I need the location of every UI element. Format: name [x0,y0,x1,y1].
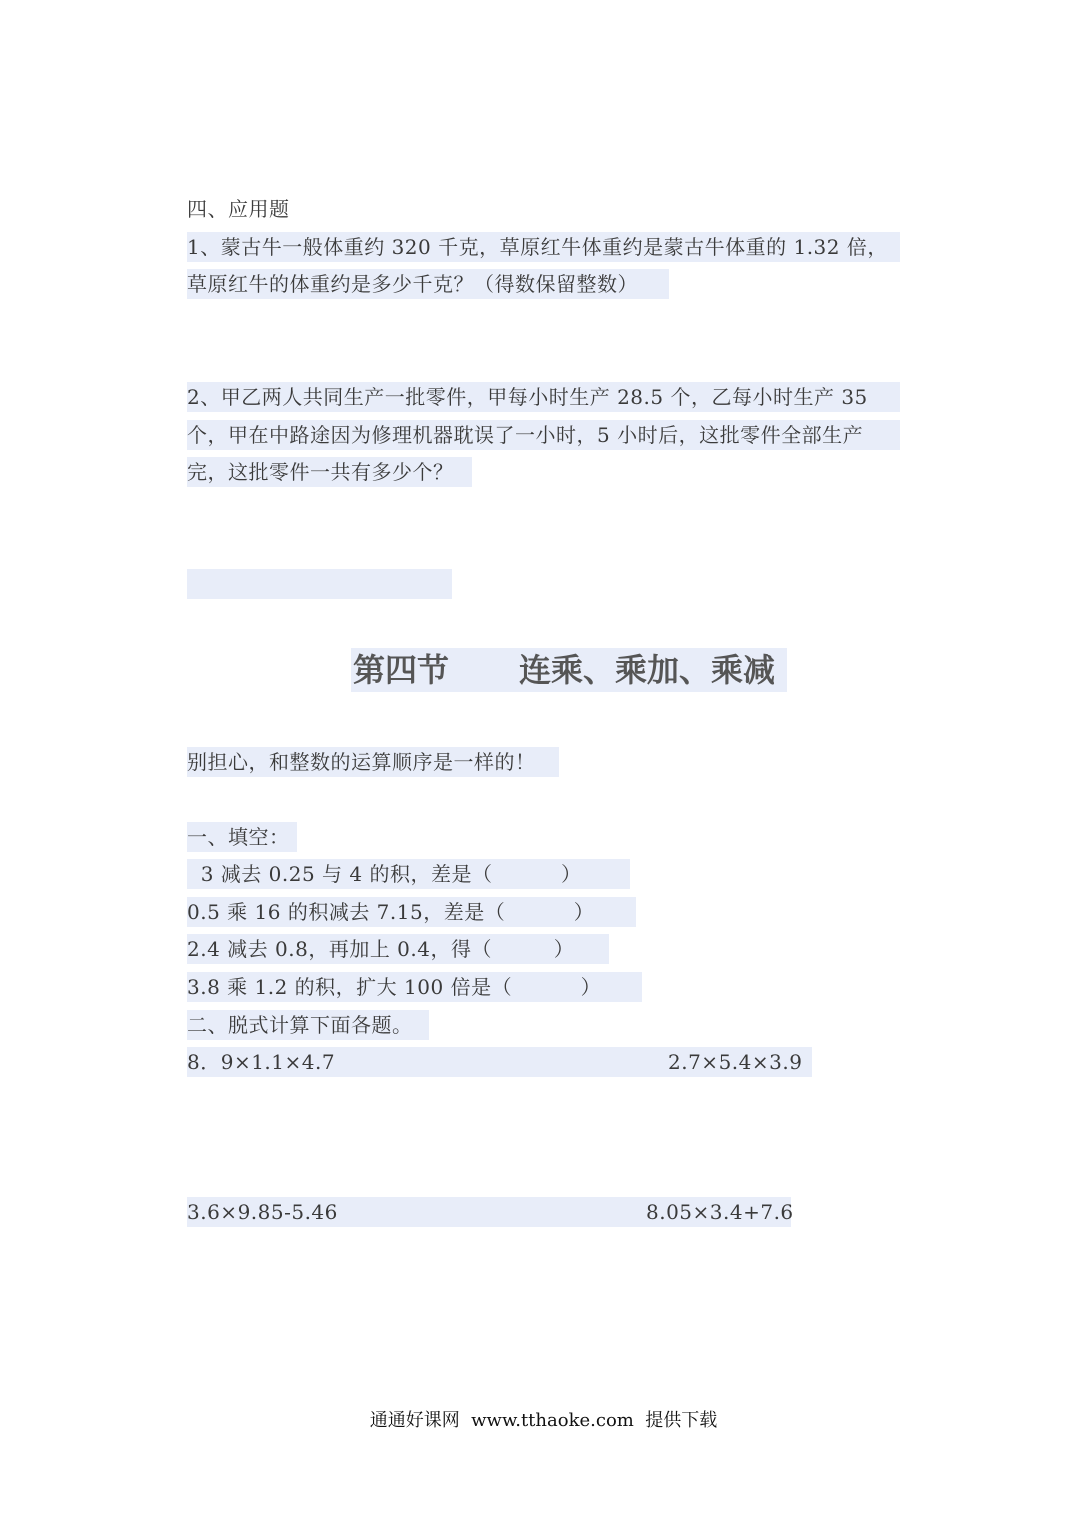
calc-expression-2: 2.7×5.4×3.9 [668,1050,803,1074]
chapter-intro: 别担心，和整数的运算顺序是一样的！ [187,747,559,777]
highlight-blank-bar [187,569,452,599]
fill-blank-item-4: 3.8 乘 1.2 的积，扩大 100 倍是（ ） [187,972,642,1002]
chapter-title [351,648,787,692]
question-2-line-2: 个，甲在中路途因为修理机器耽误了一小时，5 小时后，这批零件全部生产 [187,420,900,450]
question-2-line-3: 完，这批零件一共有多少个？ [187,457,472,487]
fill-blank-item-1: 3 减去 0.25 与 4 的积，差是（ ） [187,859,630,889]
calc-expression-1: 8．9×1.1×4.7 [187,1050,336,1074]
fill-blank-heading: 一、填空： [187,822,297,852]
calc-expression-4: 8.05×3.4+7.6 [646,1200,794,1224]
section-heading-applications: 四、应用题 [187,197,290,221]
page-footer: 通通好课网 www.tthaoke.com 提供下载 [369,1410,718,1431]
chapter-title-topic: 连乘、乘加、乘减 [519,651,776,689]
chapter-title-section: 第四节 [353,651,450,689]
question-2-line-1: 2、甲乙两人共同生产一批零件，甲每小时生产 28.5 个，乙每小时生产 35 [187,382,900,412]
calc-expression-3: 3.6×9.85-5.46 [187,1200,338,1224]
fill-blank-item-3: 2.4 减去 0.8，再加上 0.4，得（ ） [187,934,609,964]
fill-blank-item-2: 0.5 乘 16 的积减去 7.15，差是（ ） [187,897,636,927]
question-1-line-2: 草原红牛的体重约是多少千克？（得数保留整数） [187,269,669,299]
calc-heading: 二、脱式计算下面各题。 [187,1010,429,1040]
question-1-line-1: 1、蒙古牛一般体重约 320 千克，草原红牛体重约是蒙古牛体重的 1.32 倍， [187,232,900,262]
